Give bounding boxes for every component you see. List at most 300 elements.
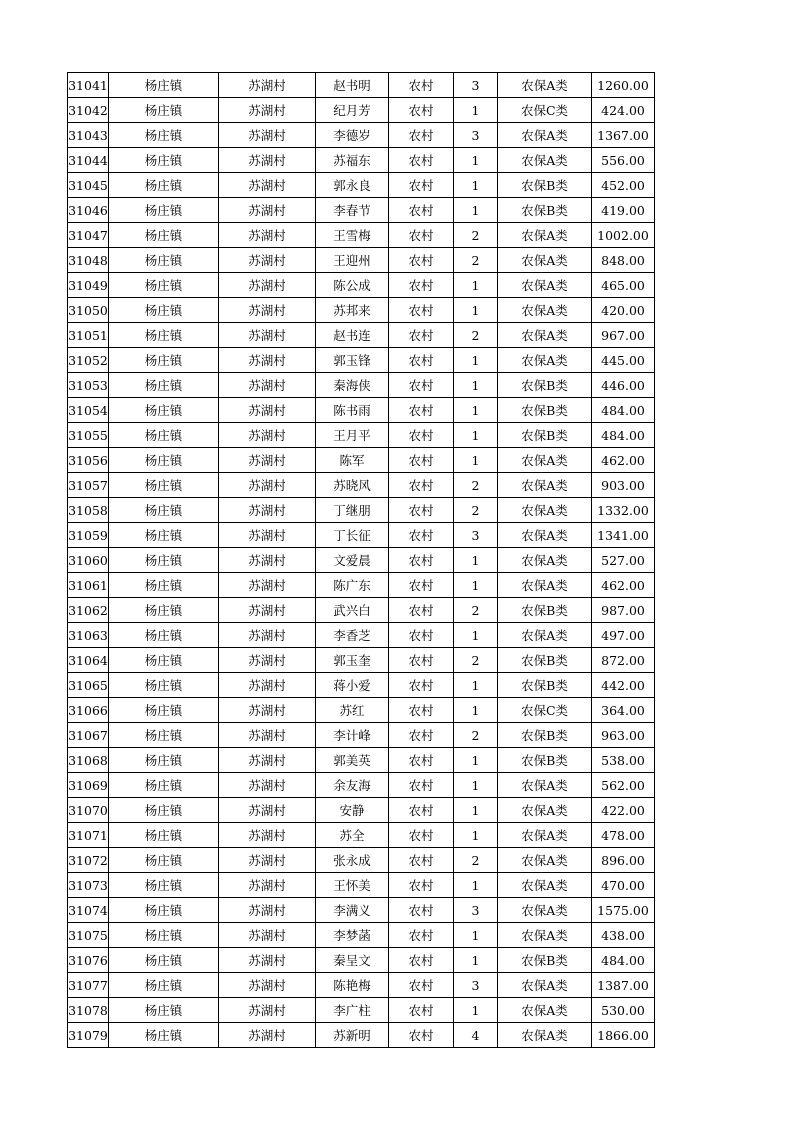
name-cell: 王雪梅 <box>316 223 389 248</box>
area-cell: 农村 <box>389 848 454 873</box>
category-cell: 农保B类 <box>498 648 592 673</box>
village-cell: 苏湖村 <box>219 973 316 998</box>
area-cell: 农村 <box>389 148 454 173</box>
row-id: 31058 <box>68 498 109 523</box>
town-cell: 杨庄镇 <box>109 673 219 698</box>
row-id: 31044 <box>68 148 109 173</box>
area-cell: 农村 <box>389 723 454 748</box>
name-cell: 苏全 <box>316 823 389 848</box>
amount-cell: 462.00 <box>592 573 655 598</box>
amount-cell: 445.00 <box>592 348 655 373</box>
village-cell: 苏湖村 <box>219 398 316 423</box>
amount-cell: 1332.00 <box>592 498 655 523</box>
table-row <box>68 173 655 198</box>
category-cell: 农保A类 <box>498 148 592 173</box>
town-cell: 杨庄镇 <box>109 348 219 373</box>
amount-cell: 1575.00 <box>592 898 655 923</box>
name-cell: 陈书雨 <box>316 398 389 423</box>
town-cell: 杨庄镇 <box>109 523 219 548</box>
name-cell: 苏邦来 <box>316 298 389 323</box>
amount-cell: 538.00 <box>592 748 655 773</box>
row-id: 31041 <box>68 73 109 98</box>
category-cell: 农保A类 <box>498 273 592 298</box>
name-cell: 李德岁 <box>316 123 389 148</box>
amount-cell: 562.00 <box>592 773 655 798</box>
row-id: 31052 <box>68 348 109 373</box>
table-row <box>68 523 655 548</box>
count-cell: 1 <box>454 423 498 448</box>
area-cell: 农村 <box>389 223 454 248</box>
village-cell: 苏湖村 <box>219 223 316 248</box>
row-id: 31078 <box>68 998 109 1023</box>
area-cell: 农村 <box>389 348 454 373</box>
town-cell: 杨庄镇 <box>109 573 219 598</box>
row-id: 31056 <box>68 448 109 473</box>
table-row <box>68 348 655 373</box>
area-cell: 农村 <box>389 248 454 273</box>
count-cell: 3 <box>454 73 498 98</box>
category-cell: 农保B类 <box>498 173 592 198</box>
amount-cell: 465.00 <box>592 273 655 298</box>
village-cell: 苏湖村 <box>219 873 316 898</box>
amount-cell: 470.00 <box>592 873 655 898</box>
category-cell: 农保A类 <box>498 823 592 848</box>
category-cell: 农保B类 <box>498 198 592 223</box>
row-id: 31050 <box>68 298 109 323</box>
town-cell: 杨庄镇 <box>109 423 219 448</box>
row-id: 31054 <box>68 398 109 423</box>
count-cell: 1 <box>454 173 498 198</box>
amount-cell: 1341.00 <box>592 523 655 548</box>
amount-cell: 1002.00 <box>592 223 655 248</box>
town-cell: 杨庄镇 <box>109 773 219 798</box>
amount-cell: 987.00 <box>592 598 655 623</box>
town-cell: 杨庄镇 <box>109 998 219 1023</box>
village-cell: 苏湖村 <box>219 473 316 498</box>
town-cell: 杨庄镇 <box>109 373 219 398</box>
amount-cell: 896.00 <box>592 848 655 873</box>
count-cell: 1 <box>454 298 498 323</box>
category-cell: 农保B类 <box>498 423 592 448</box>
village-cell: 苏湖村 <box>219 598 316 623</box>
count-cell: 2 <box>454 848 498 873</box>
area-cell: 农村 <box>389 573 454 598</box>
table-row <box>68 223 655 248</box>
name-cell: 秦海侠 <box>316 373 389 398</box>
table-row <box>68 773 655 798</box>
amount-cell: 963.00 <box>592 723 655 748</box>
count-cell: 2 <box>454 223 498 248</box>
table-row <box>68 623 655 648</box>
town-cell: 杨庄镇 <box>109 323 219 348</box>
count-cell: 2 <box>454 323 498 348</box>
area-cell: 农村 <box>389 748 454 773</box>
row-id: 31060 <box>68 548 109 573</box>
category-cell: 农保A类 <box>498 573 592 598</box>
category-cell: 农保A类 <box>498 348 592 373</box>
name-cell: 郭永良 <box>316 173 389 198</box>
town-cell: 杨庄镇 <box>109 548 219 573</box>
row-id: 31069 <box>68 773 109 798</box>
table-row <box>68 573 655 598</box>
row-id: 31064 <box>68 648 109 673</box>
name-cell: 郭美英 <box>316 748 389 773</box>
name-cell: 武兴白 <box>316 598 389 623</box>
town-cell: 杨庄镇 <box>109 148 219 173</box>
table-row <box>68 148 655 173</box>
row-id: 31043 <box>68 123 109 148</box>
town-cell: 杨庄镇 <box>109 473 219 498</box>
count-cell: 1 <box>454 823 498 848</box>
name-cell: 李春节 <box>316 198 389 223</box>
amount-cell: 848.00 <box>592 248 655 273</box>
area-cell: 农村 <box>389 323 454 348</box>
row-id: 31066 <box>68 698 109 723</box>
area-cell: 农村 <box>389 998 454 1023</box>
count-cell: 1 <box>454 798 498 823</box>
table-row <box>68 748 655 773</box>
category-cell: 农保C类 <box>498 698 592 723</box>
table-row <box>68 123 655 148</box>
village-cell: 苏湖村 <box>219 823 316 848</box>
category-cell: 农保A类 <box>498 773 592 798</box>
table-row <box>68 98 655 123</box>
row-id: 31042 <box>68 98 109 123</box>
row-id: 31061 <box>68 573 109 598</box>
amount-cell: 420.00 <box>592 298 655 323</box>
category-cell: 农保A类 <box>498 123 592 148</box>
amount-cell: 1866.00 <box>592 1023 655 1048</box>
name-cell: 李香芝 <box>316 623 389 648</box>
name-cell: 丁长征 <box>316 523 389 548</box>
name-cell: 李梦菡 <box>316 923 389 948</box>
town-cell: 杨庄镇 <box>109 923 219 948</box>
town-cell: 杨庄镇 <box>109 698 219 723</box>
table-row <box>68 248 655 273</box>
category-cell: 农保A类 <box>498 448 592 473</box>
area-cell: 农村 <box>389 173 454 198</box>
area-cell: 农村 <box>389 523 454 548</box>
count-cell: 1 <box>454 398 498 423</box>
village-cell: 苏湖村 <box>219 323 316 348</box>
category-cell: 农保A类 <box>498 223 592 248</box>
village-cell: 苏湖村 <box>219 248 316 273</box>
name-cell: 陈艳梅 <box>316 973 389 998</box>
row-id: 31074 <box>68 898 109 923</box>
roster-body <box>68 73 655 1048</box>
table-row <box>68 923 655 948</box>
village-cell: 苏湖村 <box>219 298 316 323</box>
roster-table <box>67 72 655 1048</box>
name-cell: 纪月芳 <box>316 98 389 123</box>
category-cell: 农保B类 <box>498 373 592 398</box>
area-cell: 农村 <box>389 123 454 148</box>
amount-cell: 967.00 <box>592 323 655 348</box>
table-row <box>68 1023 655 1048</box>
area-cell: 农村 <box>389 648 454 673</box>
table-row <box>68 723 655 748</box>
count-cell: 2 <box>454 648 498 673</box>
village-cell: 苏湖村 <box>219 148 316 173</box>
area-cell: 农村 <box>389 498 454 523</box>
count-cell: 4 <box>454 1023 498 1048</box>
area-cell: 农村 <box>389 1023 454 1048</box>
count-cell: 2 <box>454 723 498 748</box>
village-cell: 苏湖村 <box>219 698 316 723</box>
town-cell: 杨庄镇 <box>109 198 219 223</box>
village-cell: 苏湖村 <box>219 673 316 698</box>
count-cell: 3 <box>454 898 498 923</box>
town-cell: 杨庄镇 <box>109 823 219 848</box>
table-row <box>68 998 655 1023</box>
count-cell: 1 <box>454 698 498 723</box>
category-cell: 农保A类 <box>498 298 592 323</box>
table-row <box>68 323 655 348</box>
amount-cell: 872.00 <box>592 648 655 673</box>
table-row <box>68 698 655 723</box>
town-cell: 杨庄镇 <box>109 73 219 98</box>
village-cell: 苏湖村 <box>219 523 316 548</box>
category-cell: 农保A类 <box>498 973 592 998</box>
name-cell: 陈公成 <box>316 273 389 298</box>
village-cell: 苏湖村 <box>219 648 316 673</box>
amount-cell: 484.00 <box>592 948 655 973</box>
amount-cell: 484.00 <box>592 398 655 423</box>
name-cell: 秦呈文 <box>316 948 389 973</box>
count-cell: 1 <box>454 273 498 298</box>
village-cell: 苏湖村 <box>219 923 316 948</box>
amount-cell: 462.00 <box>592 448 655 473</box>
village-cell: 苏湖村 <box>219 623 316 648</box>
table-row <box>68 798 655 823</box>
amount-cell: 442.00 <box>592 673 655 698</box>
amount-cell: 527.00 <box>592 548 655 573</box>
row-id: 31063 <box>68 623 109 648</box>
village-cell: 苏湖村 <box>219 173 316 198</box>
area-cell: 农村 <box>389 623 454 648</box>
category-cell: 农保B类 <box>498 948 592 973</box>
name-cell: 张永成 <box>316 848 389 873</box>
category-cell: 农保A类 <box>498 548 592 573</box>
row-id: 31048 <box>68 248 109 273</box>
village-cell: 苏湖村 <box>219 73 316 98</box>
count-cell: 1 <box>454 373 498 398</box>
row-id: 31072 <box>68 848 109 873</box>
row-id: 31047 <box>68 223 109 248</box>
town-cell: 杨庄镇 <box>109 973 219 998</box>
name-cell: 李广柱 <box>316 998 389 1023</box>
area-cell: 农村 <box>389 548 454 573</box>
count-cell: 1 <box>454 548 498 573</box>
area-cell: 农村 <box>389 948 454 973</box>
row-id: 31049 <box>68 273 109 298</box>
row-id: 31068 <box>68 748 109 773</box>
category-cell: 农保B类 <box>498 598 592 623</box>
count-cell: 2 <box>454 248 498 273</box>
town-cell: 杨庄镇 <box>109 498 219 523</box>
area-cell: 农村 <box>389 823 454 848</box>
category-cell: 农保B类 <box>498 748 592 773</box>
area-cell: 农村 <box>389 73 454 98</box>
village-cell: 苏湖村 <box>219 123 316 148</box>
amount-cell: 424.00 <box>592 98 655 123</box>
name-cell: 王迎州 <box>316 248 389 273</box>
count-cell: 1 <box>454 573 498 598</box>
name-cell: 郭玉奎 <box>316 648 389 673</box>
count-cell: 1 <box>454 348 498 373</box>
row-id: 31057 <box>68 473 109 498</box>
area-cell: 农村 <box>389 448 454 473</box>
amount-cell: 419.00 <box>592 198 655 223</box>
area-cell: 农村 <box>389 973 454 998</box>
village-cell: 苏湖村 <box>219 198 316 223</box>
amount-cell: 530.00 <box>592 998 655 1023</box>
town-cell: 杨庄镇 <box>109 398 219 423</box>
town-cell: 杨庄镇 <box>109 1023 219 1048</box>
village-cell: 苏湖村 <box>219 998 316 1023</box>
name-cell: 王怀美 <box>316 873 389 898</box>
category-cell: 农保A类 <box>498 998 592 1023</box>
name-cell: 苏福东 <box>316 148 389 173</box>
table-row <box>68 73 655 98</box>
count-cell: 3 <box>454 123 498 148</box>
area-cell: 农村 <box>389 923 454 948</box>
count-cell: 1 <box>454 98 498 123</box>
row-id: 31062 <box>68 598 109 623</box>
area-cell: 农村 <box>389 198 454 223</box>
category-cell: 农保A类 <box>498 923 592 948</box>
town-cell: 杨庄镇 <box>109 598 219 623</box>
village-cell: 苏湖村 <box>219 98 316 123</box>
category-cell: 农保A类 <box>498 323 592 348</box>
village-cell: 苏湖村 <box>219 948 316 973</box>
count-cell: 1 <box>454 673 498 698</box>
table-row <box>68 423 655 448</box>
village-cell: 苏湖村 <box>219 373 316 398</box>
amount-cell: 1260.00 <box>592 73 655 98</box>
town-cell: 杨庄镇 <box>109 898 219 923</box>
row-id: 31075 <box>68 923 109 948</box>
amount-cell: 452.00 <box>592 173 655 198</box>
table-row <box>68 823 655 848</box>
name-cell: 陈广东 <box>316 573 389 598</box>
amount-cell: 1387.00 <box>592 973 655 998</box>
count-cell: 1 <box>454 198 498 223</box>
row-id: 31065 <box>68 673 109 698</box>
name-cell: 陈军 <box>316 448 389 473</box>
name-cell: 李满义 <box>316 898 389 923</box>
town-cell: 杨庄镇 <box>109 723 219 748</box>
area-cell: 农村 <box>389 698 454 723</box>
town-cell: 杨庄镇 <box>109 948 219 973</box>
count-cell: 1 <box>454 873 498 898</box>
table-row <box>68 873 655 898</box>
area-cell: 农村 <box>389 773 454 798</box>
town-cell: 杨庄镇 <box>109 648 219 673</box>
count-cell: 3 <box>454 523 498 548</box>
table-row <box>68 198 655 223</box>
category-cell: 农保A类 <box>498 798 592 823</box>
village-cell: 苏湖村 <box>219 773 316 798</box>
row-id: 31070 <box>68 798 109 823</box>
count-cell: 3 <box>454 973 498 998</box>
town-cell: 杨庄镇 <box>109 173 219 198</box>
amount-cell: 556.00 <box>592 148 655 173</box>
amount-cell: 903.00 <box>592 473 655 498</box>
count-cell: 1 <box>454 623 498 648</box>
count-cell: 2 <box>454 473 498 498</box>
name-cell: 安静 <box>316 798 389 823</box>
row-id: 31051 <box>68 323 109 348</box>
name-cell: 苏新明 <box>316 1023 389 1048</box>
count-cell: 1 <box>454 448 498 473</box>
area-cell: 农村 <box>389 798 454 823</box>
category-cell: 农保A类 <box>498 73 592 98</box>
category-cell: 农保C类 <box>498 98 592 123</box>
town-cell: 杨庄镇 <box>109 448 219 473</box>
category-cell: 农保A类 <box>498 523 592 548</box>
area-cell: 农村 <box>389 423 454 448</box>
category-cell: 农保A类 <box>498 848 592 873</box>
area-cell: 农村 <box>389 673 454 698</box>
village-cell: 苏湖村 <box>219 1023 316 1048</box>
name-cell: 余友海 <box>316 773 389 798</box>
table-row <box>68 273 655 298</box>
category-cell: 农保A类 <box>498 873 592 898</box>
name-cell: 赵书明 <box>316 73 389 98</box>
category-cell: 农保A类 <box>498 498 592 523</box>
amount-cell: 478.00 <box>592 823 655 848</box>
row-id: 31067 <box>68 723 109 748</box>
table-row <box>68 948 655 973</box>
area-cell: 农村 <box>389 273 454 298</box>
table-row <box>68 648 655 673</box>
category-cell: 农保A类 <box>498 1023 592 1048</box>
area-cell: 农村 <box>389 473 454 498</box>
amount-cell: 1367.00 <box>592 123 655 148</box>
table-row <box>68 298 655 323</box>
amount-cell: 438.00 <box>592 923 655 948</box>
count-cell: 1 <box>454 148 498 173</box>
table-row <box>68 673 655 698</box>
count-cell: 1 <box>454 773 498 798</box>
area-cell: 农村 <box>389 373 454 398</box>
row-id: 31045 <box>68 173 109 198</box>
amount-cell: 446.00 <box>592 373 655 398</box>
town-cell: 杨庄镇 <box>109 123 219 148</box>
name-cell: 苏晓风 <box>316 473 389 498</box>
row-id: 31053 <box>68 373 109 398</box>
count-cell: 2 <box>454 498 498 523</box>
count-cell: 1 <box>454 998 498 1023</box>
town-cell: 杨庄镇 <box>109 848 219 873</box>
name-cell: 丁继朋 <box>316 498 389 523</box>
row-id: 31046 <box>68 198 109 223</box>
area-cell: 农村 <box>389 398 454 423</box>
town-cell: 杨庄镇 <box>109 273 219 298</box>
village-cell: 苏湖村 <box>219 748 316 773</box>
table-row <box>68 548 655 573</box>
village-cell: 苏湖村 <box>219 798 316 823</box>
category-cell: 农保B类 <box>498 723 592 748</box>
amount-cell: 497.00 <box>592 623 655 648</box>
amount-cell: 364.00 <box>592 698 655 723</box>
count-cell: 1 <box>454 948 498 973</box>
area-cell: 农村 <box>389 98 454 123</box>
table-row <box>68 898 655 923</box>
row-id: 31079 <box>68 1023 109 1048</box>
town-cell: 杨庄镇 <box>109 223 219 248</box>
